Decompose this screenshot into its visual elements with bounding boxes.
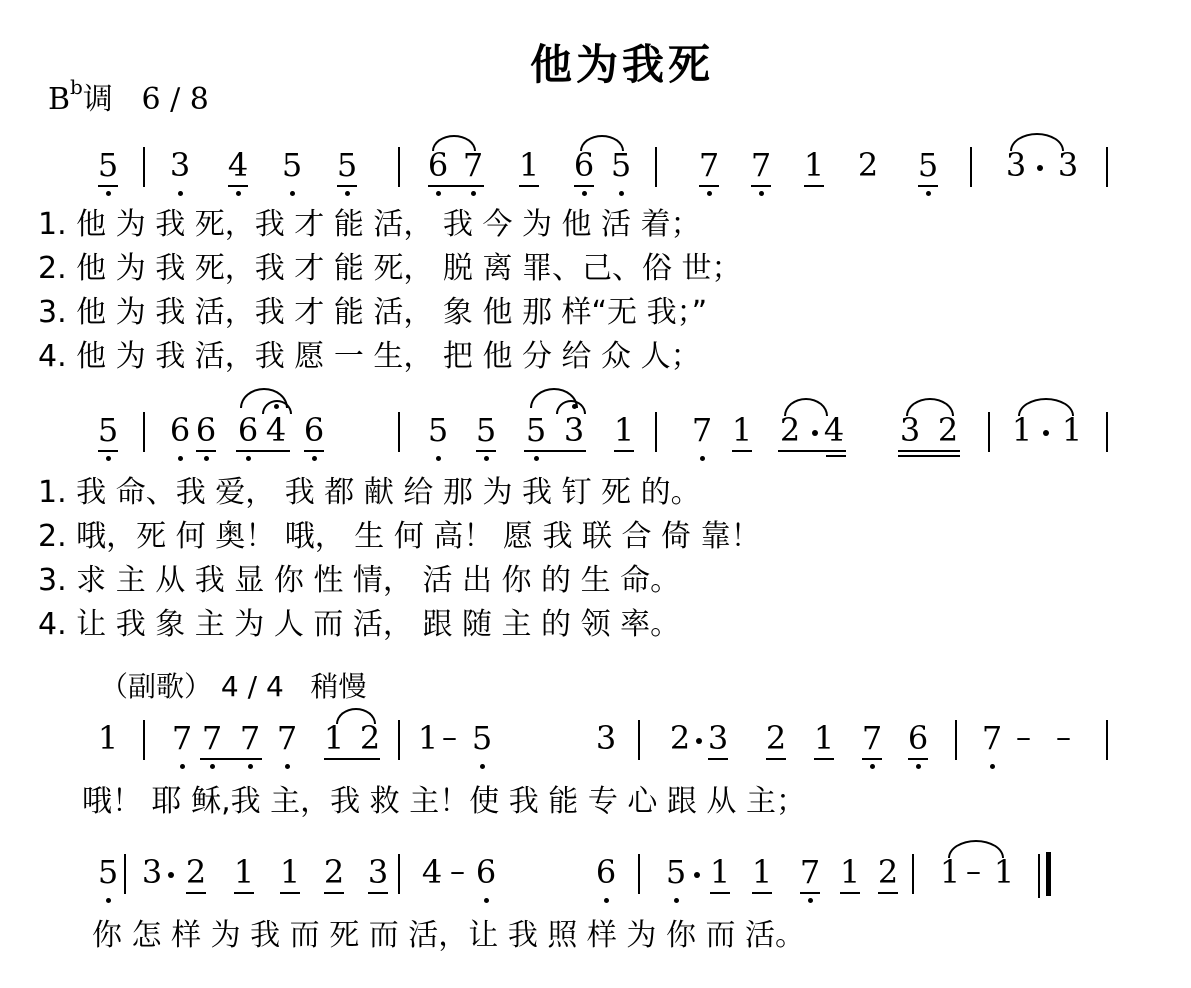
- note: 1: [708, 852, 732, 892]
- key-signature: [48, 74, 209, 118]
- note: 1: [750, 852, 774, 892]
- note: 3: [1057, 146, 1079, 184]
- note: 3: [1005, 146, 1027, 184]
- lyric-line: 你 怎 样 为 我 而 死 而 活，让 我 照 样 为 你 而 活。: [92, 918, 806, 953]
- note: 2: [857, 146, 879, 184]
- barline: [143, 720, 145, 760]
- note: 7: [170, 718, 194, 758]
- note: 5: [96, 410, 120, 450]
- note: 2: [359, 719, 381, 757]
- augmentation-dot: [1043, 430, 1049, 436]
- song-title: 他为我死: [530, 40, 715, 89]
- note: 1: [232, 852, 256, 892]
- note: 1: [97, 719, 119, 757]
- lyric-line: 2. 哦，死 何 奥！ 哦， 生 何 高！ 愿 我 联 合 倚 靠！: [38, 519, 761, 554]
- note: 6: [194, 410, 218, 450]
- note: 3: [168, 145, 192, 185]
- note: 1: [278, 852, 302, 892]
- note: 2: [669, 719, 691, 757]
- note: 1: [730, 410, 754, 450]
- barline: [143, 147, 145, 187]
- lyric-line: 4. 让 我 象 主 为 人 而 活， 跟 随 主 的 领 率。: [38, 607, 681, 642]
- barline: [988, 412, 990, 452]
- note: 2: [764, 718, 788, 758]
- barline: [398, 854, 400, 894]
- barline: [638, 720, 640, 760]
- barline: [398, 147, 400, 187]
- note: 7: [860, 718, 884, 758]
- augmentation-dot: [168, 872, 174, 878]
- note: 1: [612, 410, 636, 450]
- note: 7: [697, 145, 721, 185]
- key-suffix: 调: [82, 82, 113, 117]
- note: 1: [1011, 411, 1033, 449]
- chorus-header: （副歌） 4 / 4 稍慢: [100, 670, 367, 703]
- note: 7: [749, 145, 773, 185]
- barline: [124, 854, 126, 894]
- note: 2: [184, 852, 208, 892]
- augmentation-dot: [812, 430, 818, 436]
- note: 6: [236, 410, 260, 450]
- lyric-line: 2. 他 为 我 死，我 才 能 死， 脱 离 罪、己、俗 世；: [38, 251, 742, 286]
- barline: [912, 854, 914, 894]
- dash: –: [450, 854, 465, 889]
- lyric-line: 3. 他 为 我 活，我 才 能 活， 象 他 那 样“无 我；”: [38, 295, 708, 330]
- note: 1: [323, 719, 345, 757]
- note: 1: [1061, 411, 1083, 449]
- note: 2: [322, 852, 346, 892]
- barline: [398, 412, 400, 452]
- note: 7: [461, 145, 485, 185]
- note: 5: [609, 145, 633, 185]
- dash: –: [1056, 720, 1071, 755]
- barline: [655, 412, 657, 452]
- barline: [638, 854, 640, 894]
- note: 6: [594, 852, 618, 892]
- note: 1: [517, 145, 541, 185]
- note: 6: [426, 145, 450, 185]
- note: 5: [280, 145, 304, 185]
- barline: [398, 720, 400, 760]
- barline: [1106, 720, 1108, 760]
- barline: [1106, 412, 1108, 452]
- lyric-line: 3. 求 主 从 我 显 你 性 情， 活 出 你 的 生 命。: [38, 563, 681, 598]
- note: 3: [562, 410, 586, 450]
- note: 5: [426, 410, 450, 450]
- note: 5: [664, 852, 688, 892]
- dash: –: [966, 854, 981, 889]
- note: 4: [421, 853, 443, 891]
- lyric-line: 哦！ 耶 稣,我 主，我 救 主！使 我 能 专 心 跟 从 主；: [82, 784, 806, 819]
- note: 5: [96, 852, 120, 892]
- note: 1: [812, 718, 836, 758]
- note: 4: [264, 410, 288, 450]
- note: 5: [474, 410, 498, 450]
- time-signature: 6 / 8: [141, 82, 209, 117]
- note: 3: [706, 718, 730, 758]
- note: 1: [838, 852, 862, 892]
- note: 3: [366, 852, 390, 892]
- note: 5: [335, 145, 359, 185]
- note: 1: [939, 853, 961, 891]
- note: 1: [802, 145, 826, 185]
- verse-line1-notation: [0, 145, 1191, 195]
- note: 6: [906, 718, 930, 758]
- note: 3: [899, 411, 921, 449]
- note: 7: [690, 410, 714, 450]
- note: 5: [96, 145, 120, 185]
- key-letter: B: [48, 82, 71, 117]
- note: 7: [798, 852, 822, 892]
- lyric-line: 4. 他 为 我 活，我 愿 一 生， 把 他 分 给 众 人；: [38, 339, 701, 374]
- note: 1: [993, 853, 1015, 891]
- verse-line2-notation: [0, 410, 1191, 460]
- lyric-line: 1. 我 命、我 爱， 我 都 献 给 那 为 我 钉 死 的。: [38, 475, 701, 510]
- note: 7: [980, 718, 1004, 758]
- note: 6: [474, 852, 498, 892]
- final-barline-thin: [1038, 854, 1040, 898]
- note: 2: [876, 852, 900, 892]
- augmentation-dot: [1037, 165, 1043, 171]
- note: 4: [226, 145, 250, 185]
- note: 7: [275, 718, 299, 758]
- note: 5: [916, 145, 940, 185]
- note: 4: [822, 410, 846, 450]
- note: 2: [779, 411, 801, 449]
- note: 1: [417, 719, 439, 757]
- flat-symbol: b: [70, 75, 83, 99]
- dash: –: [1016, 720, 1031, 755]
- lyric-line: 1. 他 为 我 死，我 才 能 活， 我 今 为 他 活 着；: [38, 207, 701, 242]
- barline: [970, 147, 972, 187]
- note: 6: [168, 410, 192, 450]
- note: 3: [595, 719, 617, 757]
- barline: [955, 720, 957, 760]
- chorus-line2-notation: [0, 852, 1191, 902]
- barline: [655, 147, 657, 187]
- barline: [143, 412, 145, 452]
- note: 6: [302, 410, 326, 450]
- note: 7: [200, 718, 224, 758]
- augmentation-dot: [696, 738, 702, 744]
- note: 7: [238, 718, 262, 758]
- chorus-line1-notation: [0, 718, 1191, 768]
- barline: [1106, 147, 1108, 187]
- dash: –: [442, 720, 457, 755]
- note: 3: [141, 853, 163, 891]
- final-barline-thick: [1046, 852, 1051, 896]
- note: 5: [524, 410, 548, 450]
- note: 2: [937, 411, 959, 449]
- note: 6: [572, 145, 596, 185]
- augmentation-dot: [694, 872, 700, 878]
- note: 5: [470, 718, 494, 758]
